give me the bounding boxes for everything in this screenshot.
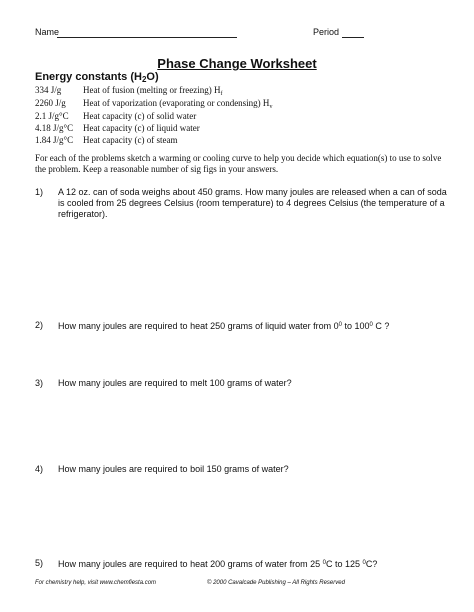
problem-text-part: How many joules are required to heat 250 grams of liquid water from 0: [58, 321, 339, 331]
problem-text-part: to 100: [341, 321, 370, 331]
constants-heading-prefix: Energy constants (H: [35, 71, 142, 83]
constant-desc-subscript: f: [220, 91, 223, 97]
problem-item: [35, 187, 450, 220]
constants-heading-subscript: 2: [141, 75, 147, 84]
constant-desc-text: Heat of fusion (melting or freezing) H: [83, 85, 221, 95]
constant-value: 334 J/g: [35, 85, 62, 95]
problem-text: [58, 320, 450, 332]
degree-superscript: 0: [322, 560, 326, 566]
constant-value: 1.84 J/g°C: [35, 135, 74, 145]
constant-row: [35, 135, 177, 145]
constant-row: [35, 85, 222, 97]
name-blank-line: [57, 37, 237, 38]
constant-value: 2.1 J/g°C: [35, 111, 69, 121]
degree-superscript: 0: [362, 560, 366, 566]
constants-heading: [35, 71, 159, 84]
footer-copyright: © 2000 Cavalcade Publishing – All Rights Reserved: [207, 580, 345, 586]
problem-number: 2): [35, 320, 44, 330]
problem-number: 4): [35, 464, 44, 474]
constant-description: [83, 98, 272, 110]
problem-item: [35, 558, 450, 570]
problem-number: 1): [35, 187, 44, 197]
page-title: Phase Change Worksheet: [157, 56, 317, 71]
constants-heading-suffix: O): [146, 71, 159, 83]
degree-superscript: 0: [338, 322, 342, 328]
constant-desc-subscript: v: [269, 104, 273, 110]
constant-row: [35, 111, 196, 121]
problem-item: [35, 320, 450, 332]
constant-description: Heat capacity (c) of liquid water: [83, 123, 200, 133]
problem-number: 3): [35, 378, 44, 388]
problem-item: [35, 464, 450, 475]
footer-help-text: For chemistry help, visit www.chemfiesta.com: [35, 580, 157, 586]
constant-description: Heat capacity (c) of steam: [83, 135, 178, 145]
constant-row: [35, 123, 200, 133]
degree-superscript: 0: [369, 322, 373, 328]
problem-text-part: How many joules are required to heat 200 grams of water from 25: [58, 559, 323, 569]
problem-text: How many joules are required to boil 150 grams of water?: [58, 464, 289, 474]
constant-description: [83, 85, 222, 97]
constant-row: [35, 98, 272, 110]
problem-number: 5): [35, 558, 44, 568]
problem-text-part: C to 125: [325, 559, 363, 569]
problem-text-part: C ?: [372, 321, 390, 331]
problem-text: A 12 oz. can of soda weighs about 450 grams. How many joules are released when a can of soda is cooled from 25 degrees Celsius (room temperature) to 4 degrees Celsius (the temperature of a refrigerator).: [58, 187, 447, 219]
problem-text-part: C?: [365, 559, 378, 569]
constant-description: Heat capacity (c) of solid water: [83, 111, 197, 121]
problem-text: [58, 558, 450, 570]
period-blank-line: [342, 37, 364, 38]
constant-desc-text: Heat of vaporization (evaporating or condensing) H: [83, 98, 270, 108]
problem-text: How many joules are required to melt 100 grams of water?: [58, 378, 292, 388]
instructions-paragraph: For each of the problems sketch a warming or cooling curve to help you decide which equation(s) to use to solve the problem. Keep a reasonable number of sig figs in your answers.: [35, 153, 442, 174]
constant-value: 2260 J/g: [35, 98, 66, 108]
problem-item: [35, 378, 450, 389]
period-label: Period: [313, 27, 340, 37]
name-label: Name: [35, 27, 60, 37]
constant-value: 4.18 J/g°C: [35, 123, 74, 133]
